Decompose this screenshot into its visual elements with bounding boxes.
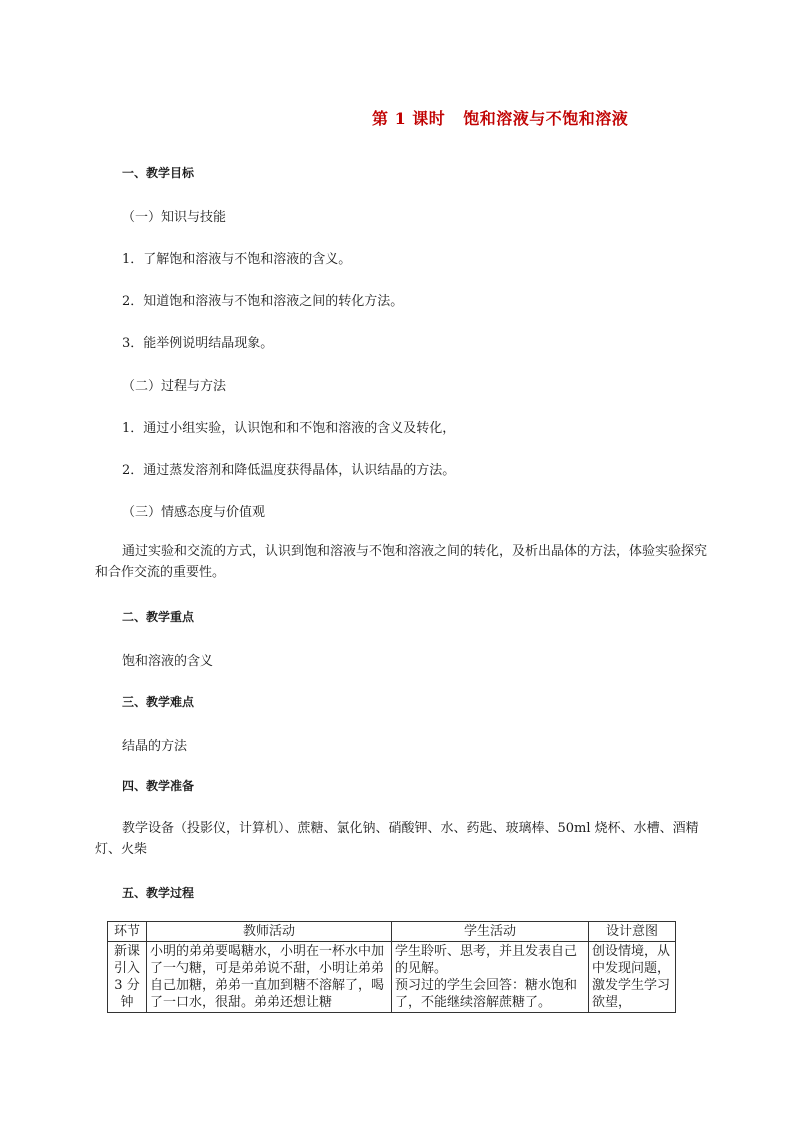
header-teacher: 教师活动 [147,922,392,942]
teacher-activity-cell: 小明的弟弟要喝糖水，小明在一杯水中加了一勺糖，可是弟弟说不甜，小明让弟弟自己加糖，弟弟一直加到糖不溶解了，喝了一口水，很甜。弟弟还想让糖 [147,942,392,1013]
stage-line: 钟 [120,995,134,1010]
attitude-subheading: （三）情感态度与价值观 [122,505,266,520]
stage-cell [108,942,147,1013]
stage-line: 新课 [113,944,140,959]
header-intent: 设计意图 [589,922,676,942]
knowledge-skills-subheading: （一）知识与技能 [122,210,227,225]
design-intent-cell: 创设情境，从中发现问题，激发学生学习欲望， [589,942,676,1013]
knowledge-item-3: 3．能举例说明结晶现象。 [122,336,274,351]
difficulties-heading: 三、教学难点 [122,695,195,709]
header-student: 学生活动 [392,922,589,942]
stage-line: 3 分 [114,978,140,993]
process-method-subheading: （二）过程与方法 [122,379,227,394]
table-row [108,942,676,1013]
header-stage: 环节 [108,922,147,942]
objectives-heading: 一、教学目标 [122,166,195,180]
attitude-paragraph: 通过实验和交流的方式，认识到饱和溶液与不饱和溶液之间的转化，及析出晶体的方法，体验实验探究和合作交流的重要性。 [95,544,708,580]
student-activity-cell [392,942,589,1013]
stage-line: 引入 [113,961,140,976]
knowledge-item-2: 2．知道饱和溶液与不饱和溶液之间的转化方法。 [122,294,404,309]
lesson-topic: 饱和溶液与不饱和溶液 [463,109,629,128]
lesson-number: 第 1 课时 [372,109,446,128]
method-item-2: 2．通过蒸发溶剂和降低温度获得晶体，认识结晶的方法。 [122,463,456,478]
teaching-process-heading: 五、教学过程 [122,886,195,900]
student-activity-line: 预习过的学生会回答：糖水饱和了，不能继续溶解蔗糖了。 [395,978,578,1010]
student-activity-line: 学生聆听、思考，并且发表自己的见解。 [395,944,578,976]
table-header-row [108,922,676,942]
lesson-title [372,106,628,129]
preparation-heading: 四、教学准备 [122,779,195,793]
key-points-text: 饱和溶液的含义 [122,654,214,669]
difficulties-text: 结晶的方法 [122,739,188,754]
teaching-process-table [107,921,676,1013]
preparation-paragraph: 教学设备（投影仪，计算机）、蔗糖、氯化钠、硝酸钾、水、药匙、玻璃棒、50ml 烧杯、水槽、酒精灯、火柴 [95,821,699,857]
key-points-heading: 二、教学重点 [122,610,195,624]
knowledge-item-1: 1．了解饱和溶液与不饱和溶液的含义。 [122,252,352,267]
method-item-1: 1．通过小组实验，认识饱和和不饱和溶液的含义及转化， [122,421,456,436]
